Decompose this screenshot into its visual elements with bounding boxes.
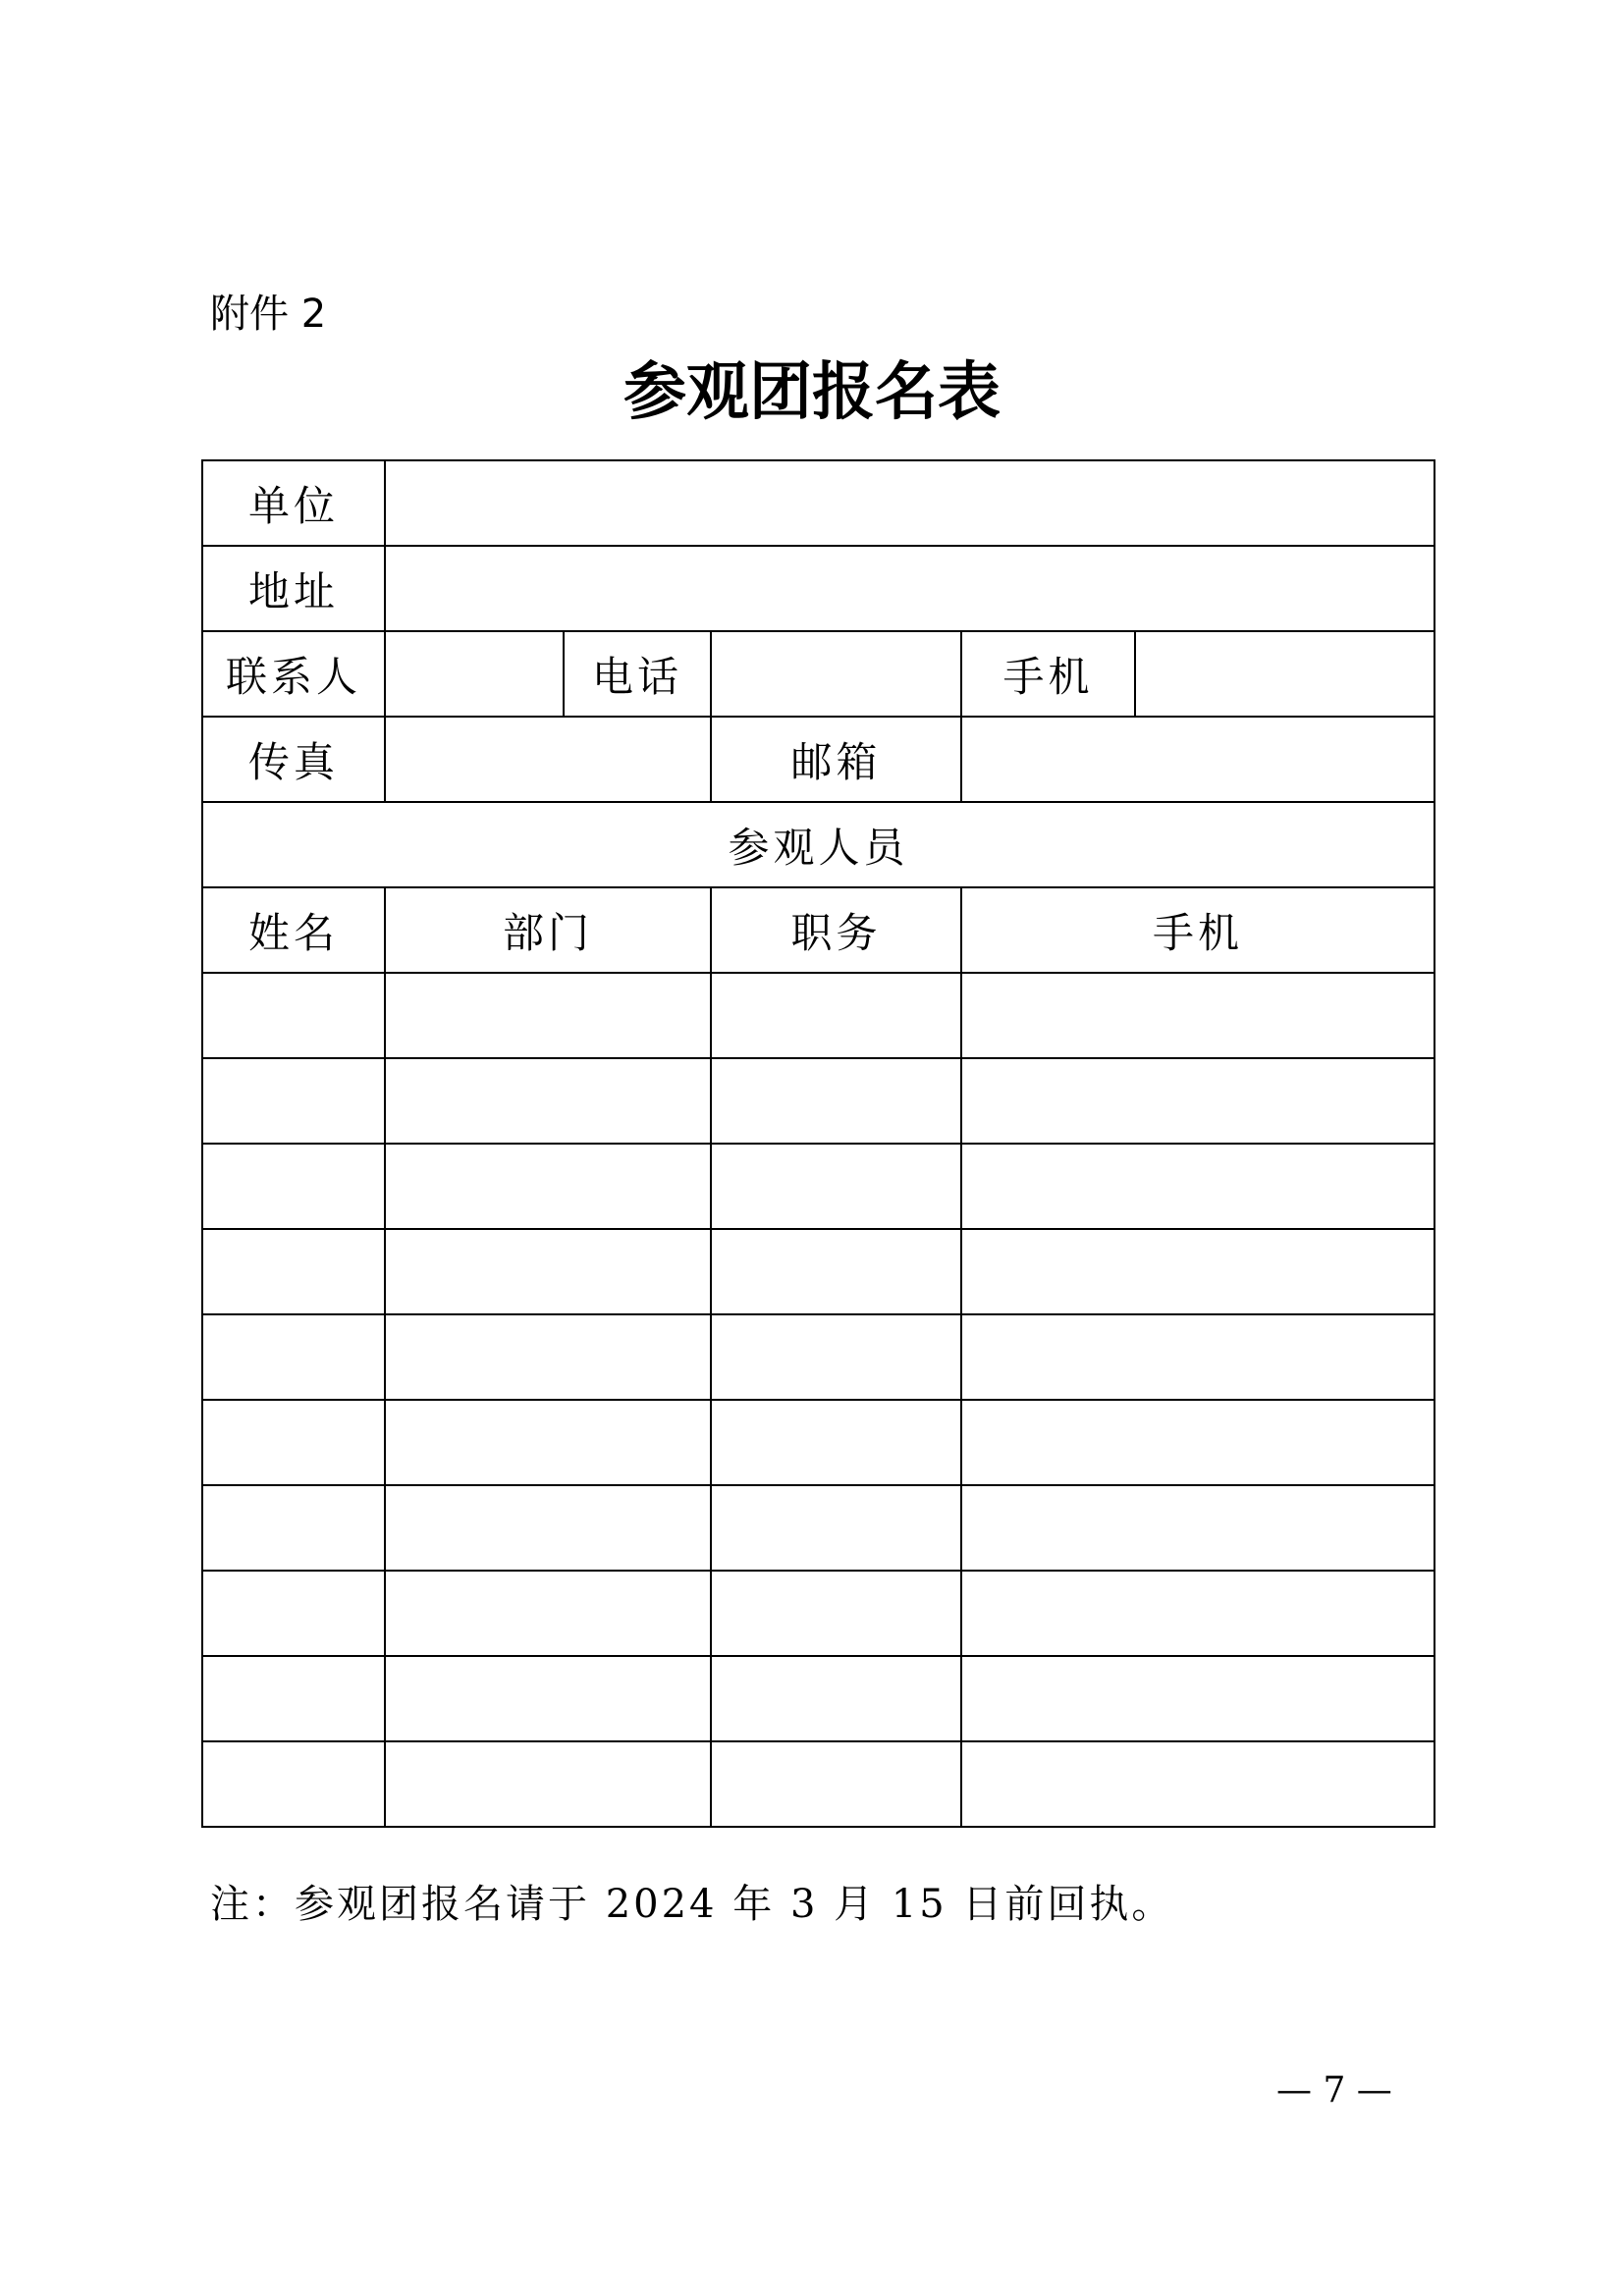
email-field[interactable] [961, 717, 1435, 802]
email-label: 邮箱 [711, 717, 961, 802]
position-cell[interactable] [711, 1058, 961, 1144]
position-cell[interactable] [711, 1656, 961, 1741]
fax-field[interactable] [385, 717, 711, 802]
table-row [202, 1314, 1435, 1400]
unit-label: 单位 [202, 460, 385, 546]
form-title: 参观团报名表 [623, 355, 1001, 429]
department-cell[interactable] [385, 1229, 711, 1314]
position-cell[interactable] [711, 973, 961, 1058]
mobile-label: 手机 [961, 631, 1135, 717]
position-cell[interactable] [711, 1485, 961, 1571]
department-cell[interactable] [385, 1571, 711, 1656]
header-position: 职务 [711, 887, 961, 973]
table-row [202, 1144, 1435, 1229]
table-row [202, 1656, 1435, 1741]
table-row [202, 1741, 1435, 1827]
contact-row [202, 631, 1435, 717]
address-label: 地址 [202, 546, 385, 631]
mobile-cell[interactable] [961, 1058, 1435, 1144]
table-row [202, 1485, 1435, 1571]
department-cell[interactable] [385, 1144, 711, 1229]
department-cell[interactable] [385, 1656, 711, 1741]
department-cell[interactable] [385, 1741, 711, 1827]
position-cell[interactable] [711, 1314, 961, 1400]
table-row [202, 1229, 1435, 1314]
department-cell[interactable] [385, 973, 711, 1058]
mobile-cell[interactable] [961, 973, 1435, 1058]
department-cell[interactable] [385, 1400, 711, 1485]
name-cell[interactable] [202, 1229, 385, 1314]
table-row [202, 973, 1435, 1058]
unit-row [202, 460, 1435, 546]
contact-field[interactable] [385, 631, 564, 717]
name-cell[interactable] [202, 1485, 385, 1571]
unit-field[interactable] [385, 460, 1435, 546]
department-cell[interactable] [385, 1314, 711, 1400]
address-row [202, 546, 1435, 631]
visitors-section-label: 参观人员 [202, 802, 1435, 887]
department-cell[interactable] [385, 1485, 711, 1571]
position-cell[interactable] [711, 1741, 961, 1827]
address-field[interactable] [385, 546, 1435, 631]
name-cell[interactable] [202, 1741, 385, 1827]
note-text: 注：参观团报名请于 2024 年 3 月 15 日前回执。 [210, 1882, 1174, 1927]
position-cell[interactable] [711, 1400, 961, 1485]
mobile-cell[interactable] [961, 1400, 1435, 1485]
mobile-cell[interactable] [961, 1571, 1435, 1656]
mobile-field[interactable] [1135, 631, 1435, 717]
visitors-header-row [202, 887, 1435, 973]
mobile-cell[interactable] [961, 1144, 1435, 1229]
name-cell[interactable] [202, 1314, 385, 1400]
phone-label: 电话 [564, 631, 711, 717]
mobile-cell[interactable] [961, 1656, 1435, 1741]
name-cell[interactable] [202, 1571, 385, 1656]
header-name: 姓名 [202, 887, 385, 973]
attachment-label: 附件 2 [210, 292, 327, 337]
mobile-cell[interactable] [961, 1229, 1435, 1314]
header-department: 部门 [385, 887, 711, 973]
name-cell[interactable] [202, 1400, 385, 1485]
visitor-rows [202, 973, 1435, 1827]
mobile-cell[interactable] [961, 1314, 1435, 1400]
position-cell[interactable] [711, 1571, 961, 1656]
table-row [202, 1571, 1435, 1656]
table-row [202, 1400, 1435, 1485]
mobile-cell[interactable] [961, 1741, 1435, 1827]
fax-label: 传真 [202, 717, 385, 802]
position-cell[interactable] [711, 1144, 961, 1229]
name-cell[interactable] [202, 1656, 385, 1741]
mobile-cell[interactable] [961, 1485, 1435, 1571]
department-cell[interactable] [385, 1058, 711, 1144]
page-number: — 7 — [1276, 2070, 1392, 2110]
header-mobile: 手机 [961, 887, 1435, 973]
position-cell[interactable] [711, 1229, 961, 1314]
name-cell[interactable] [202, 1144, 385, 1229]
phone-field[interactable] [711, 631, 961, 717]
visitors-section-row [202, 802, 1435, 887]
contact-label: 联系人 [202, 631, 385, 717]
registration-form-table [201, 459, 1435, 1828]
table-row [202, 1058, 1435, 1144]
fax-row [202, 717, 1435, 802]
name-cell[interactable] [202, 1058, 385, 1144]
name-cell[interactable] [202, 973, 385, 1058]
